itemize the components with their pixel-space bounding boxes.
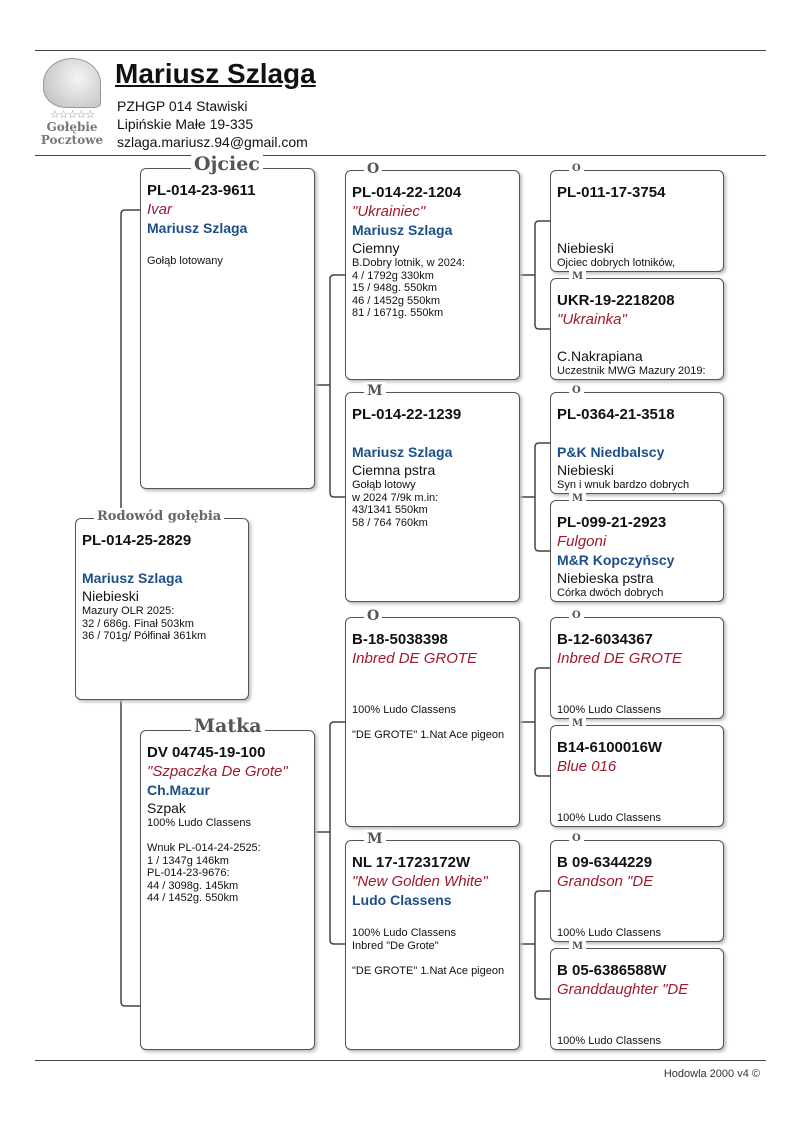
pigeon-notes: Mazury OLR 2025: 32 / 686g. Finał 503km 36 / 701g/ Półfinał 361km [82, 605, 207, 642]
pigeon-color [557, 909, 717, 927]
pigeon-name [557, 425, 717, 443]
card-label: M [569, 270, 586, 284]
pigeon-card-fmm[interactable] [550, 493, 724, 602]
pigeon-ring: NL 17-1723172W [352, 854, 471, 871]
pigeon-color [557, 686, 717, 704]
connector-father-parents [315, 275, 345, 497]
pigeon-ring: PL-0364-21-3518 [557, 406, 675, 423]
pigeon-ring: B 05-6386588W [557, 962, 667, 979]
pigeon-color: Ciemna pstra [352, 462, 436, 478]
pigeon-breeder: Ch.Mazur [147, 782, 210, 798]
pigeon-name: Inbred DE GROTE [557, 650, 683, 667]
card-label: Matka [191, 717, 265, 735]
pigeon-notes: Uczestnik MWG Mazury 2019: [557, 365, 706, 377]
pigeon-breeder: Mariusz Szlaga [82, 570, 183, 586]
pigeon-ring: B-18-5038398 [352, 631, 448, 648]
card-label: M [364, 830, 386, 848]
pigeon-breeder [557, 999, 717, 1017]
pigeon-notes: Gołąb lotowany [147, 255, 223, 267]
pigeon-ring: PL-014-25-2829 [82, 532, 192, 549]
pigeon-color [557, 794, 717, 812]
pigeon-card-mff[interactable] [550, 610, 724, 719]
pigeon-card-mf[interactable] [345, 608, 520, 827]
pigeon-ring: DV 04745-19-100 [147, 744, 266, 761]
pigeon-breeder [352, 668, 513, 686]
pigeon-breeder: M&R Kopczyńscy [557, 552, 675, 568]
card-label: M [569, 940, 586, 954]
connector-mother-parents [315, 722, 345, 944]
pigeon-color: Szpak [147, 800, 186, 816]
pigeon-breeder: Mariusz Szlaga [147, 220, 248, 236]
pigeon-color: Niebieski [82, 588, 139, 604]
pigeon-card-mfm[interactable] [550, 718, 724, 827]
logo-text-1: Gołębie [46, 120, 98, 134]
pigeon-card-fmf[interactable] [550, 385, 724, 494]
pigeon-name: Fulgoni [557, 533, 607, 550]
pigeon-card-ffm[interactable] [550, 271, 724, 380]
pigeon-breeder [557, 891, 717, 909]
connector-mother [121, 700, 140, 1006]
pigeon-card-father[interactable] [140, 153, 315, 489]
pigeon-card-mmm[interactable] [550, 941, 724, 1050]
card-label: M [569, 717, 586, 731]
pigeon-color: Ciemny [352, 240, 400, 256]
pigeon-notes: B.Dobry lotnik, w 2024: 4 / 1792g 330km 15 / 948g. 550km 46 / 1452g 550km 81 / 1671g. 550km [352, 257, 466, 319]
pigeon-breeder: Mariusz Szlaga [352, 444, 453, 460]
pigeon-name: Grandson "DE [557, 873, 654, 890]
pigeon-card-subject[interactable] [75, 509, 249, 700]
logo-text-2: Pocztowe [40, 133, 104, 147]
pigeon-ring: B 09-6344229 [557, 854, 653, 871]
pigeon-color [557, 1017, 717, 1035]
pigeon-name: "Ukrainiec" [352, 203, 426, 220]
pigeon-notes: 100% Ludo Classens Inbred "De Grote" "DE GROTE" 1.Nat Ace pigeon [352, 927, 505, 977]
pigeon-name: Ivar [147, 201, 173, 218]
owner-name: Mariusz Szlaga [115, 58, 316, 89]
pigeon-ring: PL-014-22-1204 [352, 184, 462, 201]
pigeon-notes: 100% Ludo Classens [557, 1035, 661, 1047]
pigeon-notes: Syn i wnuk bardzo dobrych [557, 479, 690, 491]
pigeon-card-mother[interactable] [140, 715, 315, 1050]
pigeon-notes: 100% Ludo Classens Wnuk PL-014-24-2525: 1 / 1347g 146km PL-014-23-9676: 44 / 3098g. 145km 44 / 1452g. 550km [147, 817, 261, 904]
pigeon-card-fff[interactable] [550, 163, 724, 272]
pigeon-ring: UKR-19-2218208 [557, 292, 675, 309]
card-label: Ojciec [191, 155, 263, 173]
pigeon-color [352, 909, 513, 927]
card-label: O [569, 609, 584, 623]
card-label: Rodowód gołębia [94, 508, 224, 526]
pigeon-color [352, 686, 513, 704]
pigeon-ring: PL-011-17-3754 [557, 184, 666, 201]
pigeon-name [352, 425, 513, 443]
footer-credit: Hodowla 2000 v4 © [663, 1068, 760, 1080]
card-label: O [364, 607, 382, 625]
card-label: M [569, 492, 586, 506]
pigeon-notes: Ojciec dobrych lotników, [557, 257, 675, 269]
connector-ff-parents [520, 221, 550, 329]
card-label: O [569, 162, 584, 176]
pigeon-name: "New Golden White" [352, 873, 488, 890]
pigeon-breeder: Ludo Classens [352, 892, 452, 908]
pigeon-breeder: P&K Niedbalscy [557, 444, 665, 460]
pigeon-notes: 100% Ludo Classens [557, 704, 661, 716]
connector-father [121, 210, 140, 516]
pigeon-ring: PL-014-22-1239 [352, 406, 462, 423]
stars-icon: ☆☆☆☆☆ [49, 109, 95, 121]
address: Lipińskie Małe 19-335 [117, 116, 254, 132]
card-label: M [364, 382, 386, 400]
pigeon-breeder [557, 329, 717, 347]
pigeon-notes: Córka dwóch dobrych [557, 587, 664, 599]
connector-mf-parents [520, 668, 550, 776]
pigeon-name: Granddaughter "DE [557, 981, 689, 998]
pigeon-name [557, 203, 717, 221]
pigeon-color: Niebieski [557, 462, 614, 478]
pigeon-notes: Gołąb lotowy w 2024 7/9k m.in: 43/1341 550km 58 / 764 760km [352, 479, 439, 529]
pigeon-ring: B14-6100016W [557, 739, 663, 756]
pigeon-card-fm[interactable] [345, 383, 520, 602]
pigeon-breeder [557, 668, 717, 686]
pigeon-card-mmf[interactable] [550, 833, 724, 942]
pigeon-name: Inbred DE GROTE [352, 650, 478, 667]
pigeon-card-ff[interactable] [345, 161, 520, 380]
pigeon-color [147, 237, 308, 255]
pigeon-color: Niebieski [557, 240, 614, 256]
pigeon-card-mm[interactable] [345, 831, 520, 1050]
pigeon-notes: 100% Ludo Classens [557, 927, 661, 939]
pigeon-breeder: Mariusz Szlaga [352, 222, 453, 238]
pigeon-notes: 100% Ludo Classens "DE GROTE" 1.Nat Ace pigeon [352, 704, 505, 741]
pigeon-name: Blue 016 [557, 758, 617, 775]
connector-mm-parents [520, 891, 550, 999]
footer-divider [35, 1060, 766, 1061]
pigeon-name: "Szpaczka De Grote" [147, 763, 288, 780]
pigeon-ring: B-12-6034367 [557, 631, 653, 648]
card-label: O [569, 832, 584, 846]
card-label: O [569, 384, 584, 398]
pigeon-ring: PL-099-21-2923 [557, 514, 667, 531]
connector-fm-parents [520, 443, 550, 551]
pigeon-breeder [557, 776, 717, 794]
email: szlaga.mariusz.94@gmail.com [117, 134, 308, 150]
pigeon-name [82, 551, 242, 569]
card-label: O [364, 160, 382, 178]
pigeon-color: Niebieska pstra [557, 570, 654, 586]
pigeon-color: C.Nakrapiana [557, 348, 643, 364]
pigeon-ring: PL-014-23-9611 [147, 182, 256, 199]
pigeon-breeder [557, 221, 717, 239]
pigeon-notes: 100% Ludo Classens [557, 812, 661, 824]
club: PZHGP 014 Stawiski [117, 98, 248, 114]
pigeon-name: "Ukrainka" [557, 311, 627, 328]
